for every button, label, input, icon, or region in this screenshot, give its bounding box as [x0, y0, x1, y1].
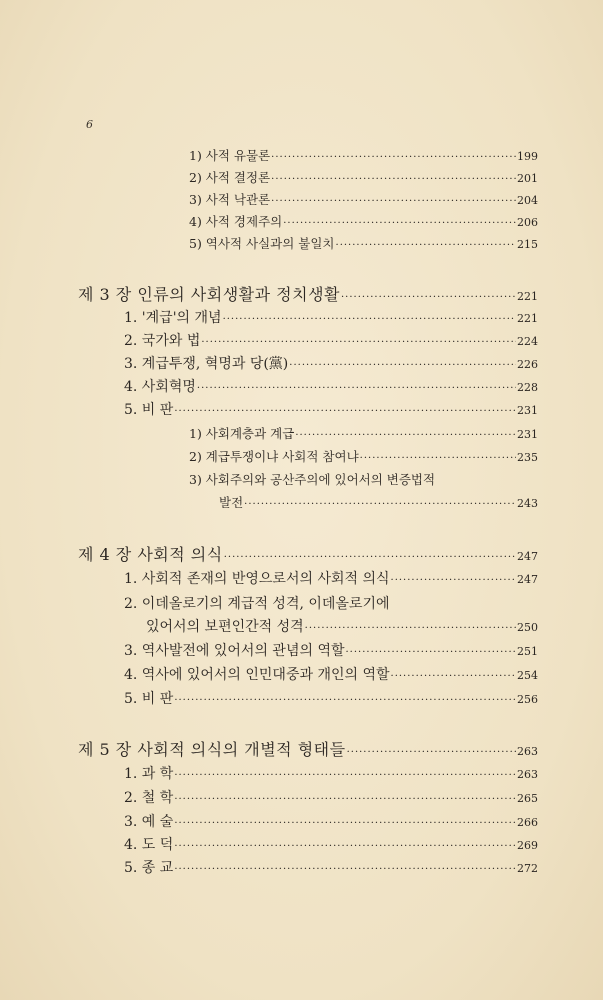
- toc-entry: 2. 철 학 ····· 265: [124, 787, 538, 807]
- toc-entry: 2) 사적 결정론 ····· 201: [189, 168, 538, 186]
- toc-entry: 5) 역사적 사실과의 불일치 ····· 215: [189, 234, 538, 252]
- toc-entry: 3. 계급투쟁, 혁명과 당(黨) ····· 226: [124, 353, 538, 373]
- toc-entry: 1) 사적 유물론 ····· 199: [189, 146, 538, 164]
- toc-entry: 1) 사회계층과 계급 ····· 231: [189, 424, 538, 442]
- toc-entry: 1. '계급'의 개념 ····· 221: [124, 307, 538, 327]
- chapter-heading: 제 3 장 인류의 사회생활과 정치생활 ····· 221: [78, 282, 538, 305]
- toc-entry: 1. 과 학 ····· 263: [124, 763, 538, 783]
- page-number: 6: [86, 118, 93, 131]
- toc-entry-line: 3) 사회주의와 공산주의에 있어서의 변증법적: [189, 472, 436, 487]
- toc-entry: 4. 사회혁명 ····· 228: [124, 376, 538, 396]
- toc-entry: 3) 사적 낙관론 ····· 204: [189, 190, 538, 208]
- toc-entry: 3. 예 술 ····· 266: [124, 811, 538, 831]
- toc-entry: 5. 비 판 ····· 231: [124, 399, 538, 419]
- chapter-heading: 제 4 장 사회적 의식 ····· 247: [78, 542, 538, 565]
- toc-entry: 있어서의 보편인간적 성격 ····· 250: [146, 616, 538, 636]
- toc-entry: 4. 도 덕 ····· 269: [124, 834, 538, 854]
- toc-entry: 3. 역사발전에 있어서의 관념의 역할 ····· 251: [124, 640, 538, 660]
- toc-entry: 4) 사적 경제주의 ····· 206: [189, 212, 538, 230]
- toc-entry: 5. 종 교 ····· 272: [124, 857, 538, 877]
- toc-entry: 2. 국가와 법 ····· 224: [124, 330, 538, 350]
- toc-entry-line: 2. 이데올로기의 계급적 성격, 이데올로기에: [124, 596, 390, 612]
- toc-entry: 발전 ····· 243: [219, 493, 538, 511]
- toc-entry: 1. 사회적 존재의 반영으로서의 사회적 의식 ····· 247: [124, 568, 538, 588]
- chapter-heading: 제 5 장 사회적 의식의 개별적 형태들 ····· 263: [78, 737, 538, 760]
- toc-entry: 2) 계급투쟁이냐 사회적 참여냐 ····· 235: [189, 447, 538, 465]
- toc-entry: 5. 비 판 ····· 256: [124, 688, 538, 708]
- toc-entry: 4. 역사에 있어서의 인민대중과 개인의 역할 ····· 254: [124, 664, 538, 684]
